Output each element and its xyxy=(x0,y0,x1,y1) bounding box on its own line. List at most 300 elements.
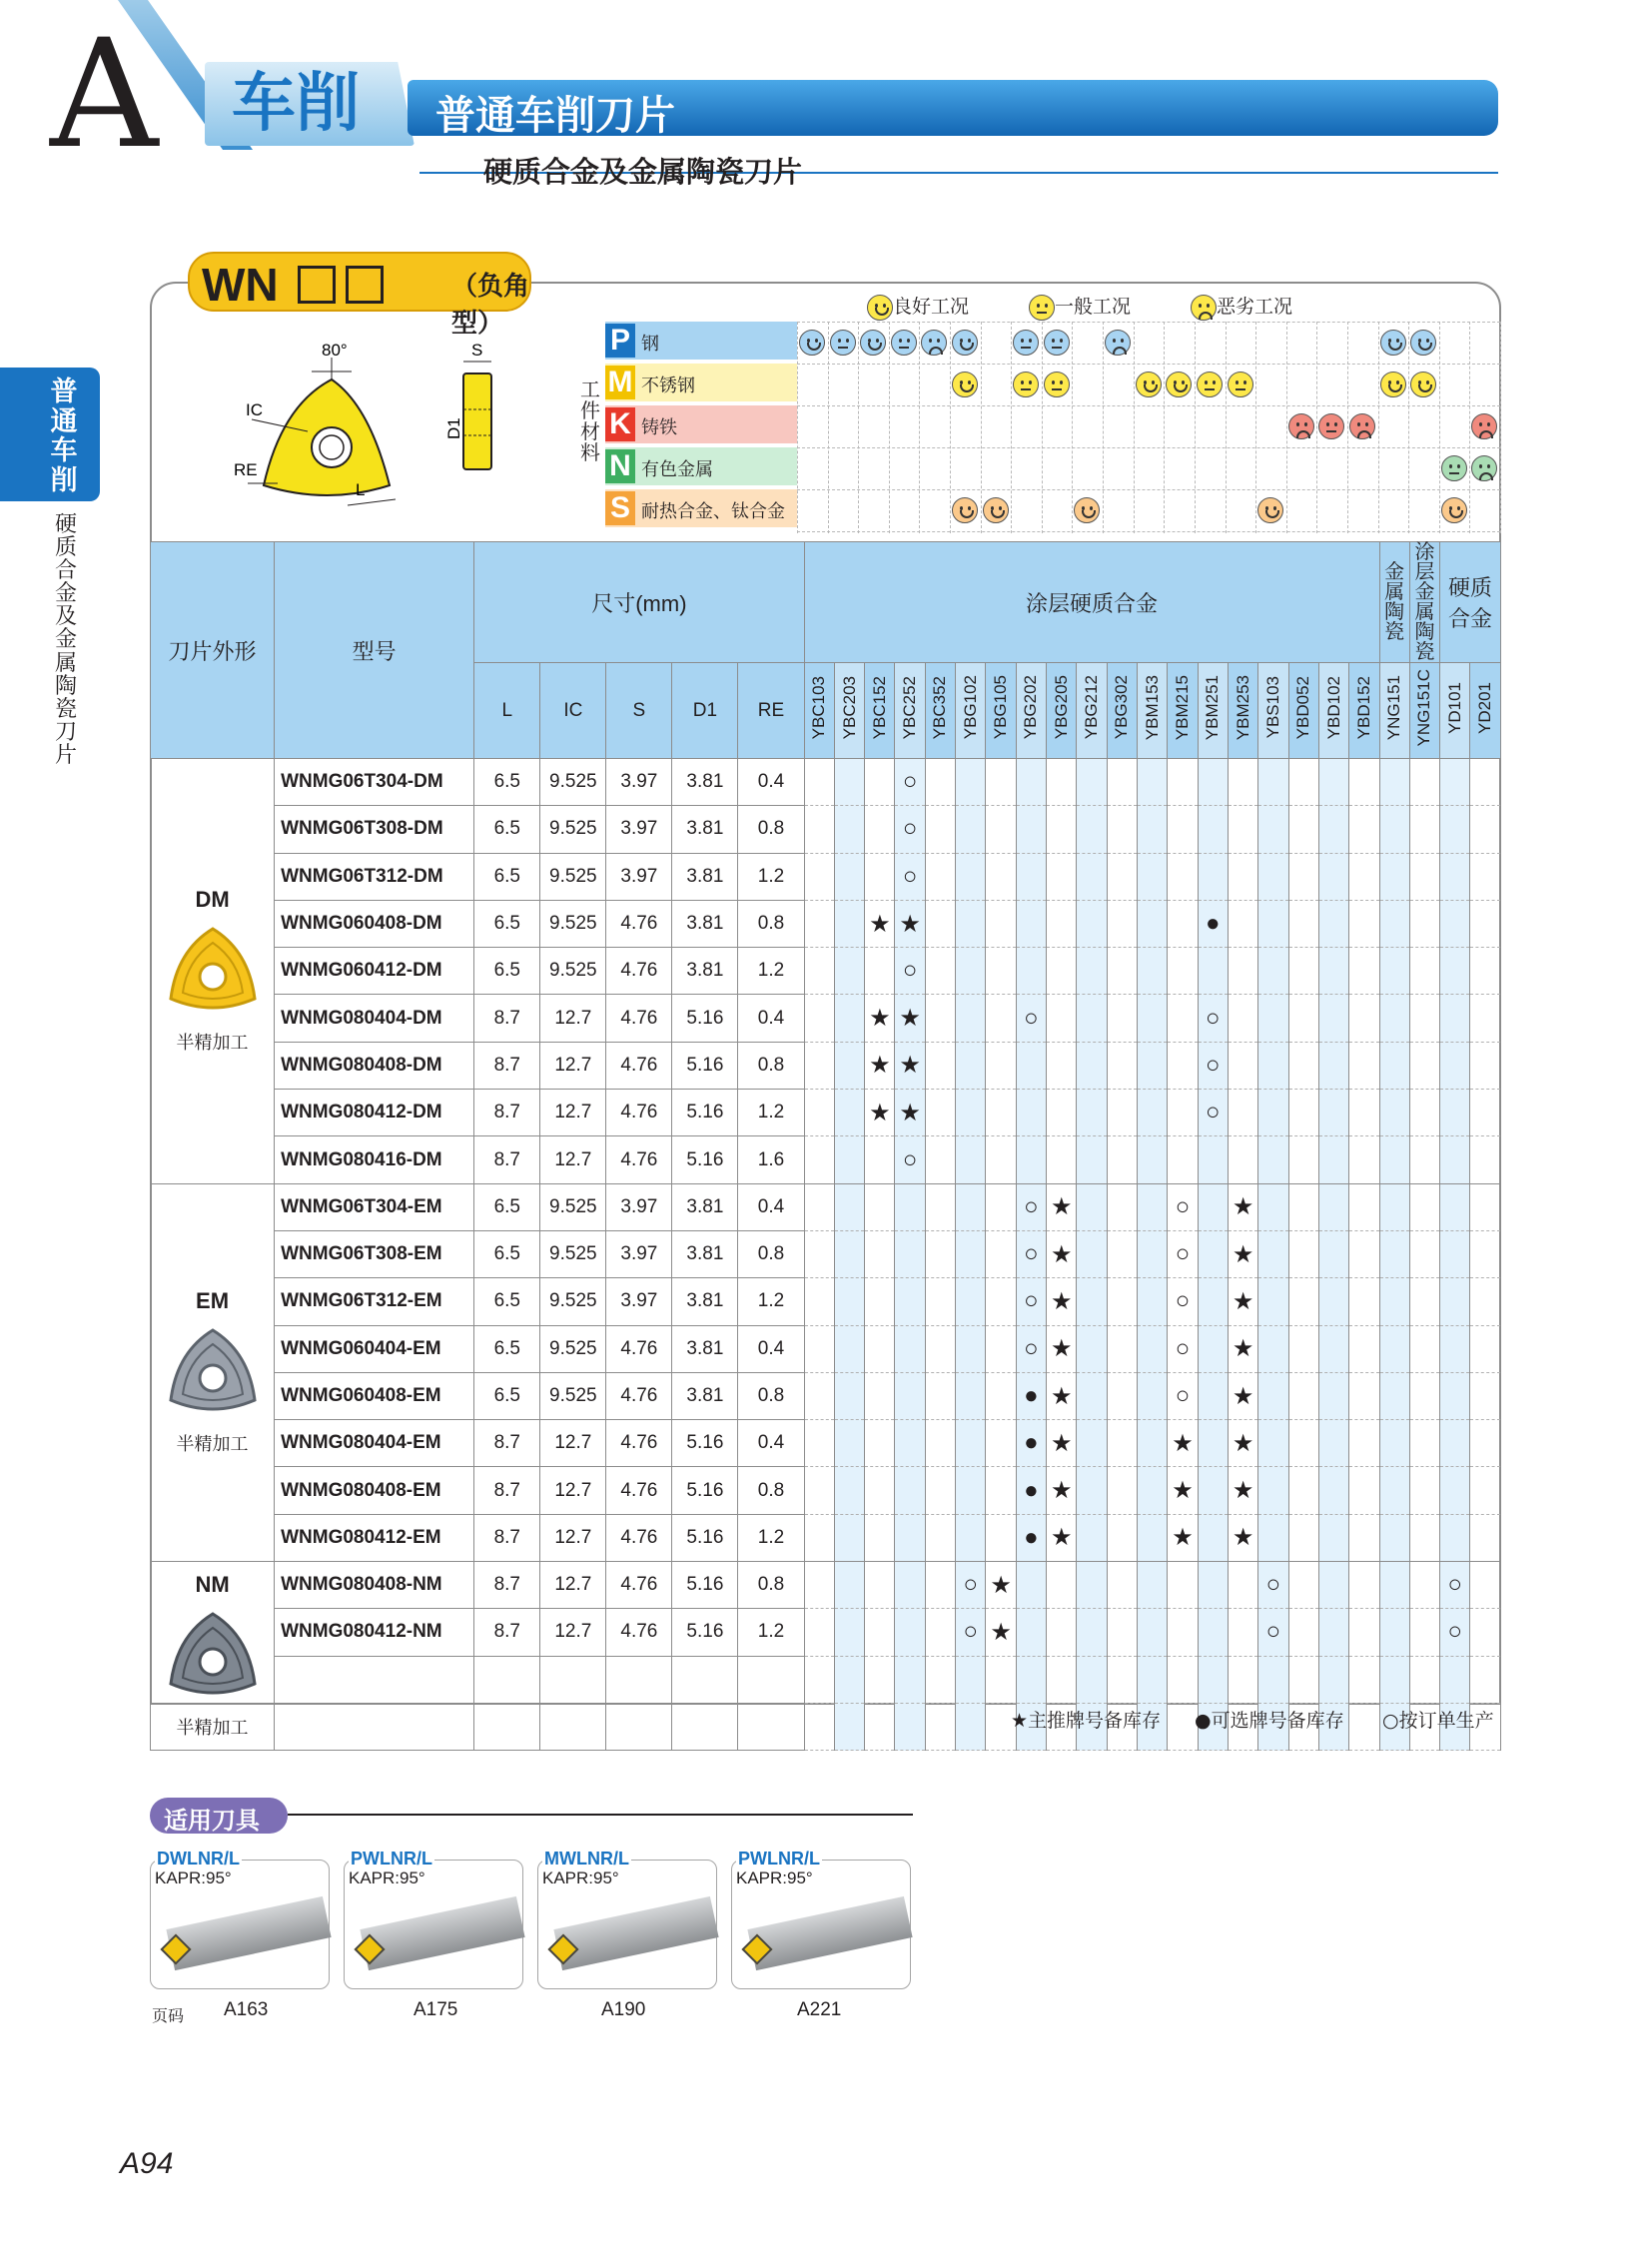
tool-kapr: KAPR:95° xyxy=(542,1868,619,1887)
grade-cell xyxy=(1228,759,1257,806)
grade-cell: ○ xyxy=(1258,1609,1288,1656)
grade-cell: ○ xyxy=(1440,1609,1470,1656)
grade-cell xyxy=(986,1278,1016,1325)
grade-cell xyxy=(1198,1562,1228,1609)
grade-cell: ○ xyxy=(1198,1042,1228,1089)
grade-cell xyxy=(895,1230,925,1277)
dim-cell: 5.16 xyxy=(672,1467,738,1514)
grade-cell xyxy=(1016,1562,1046,1609)
grade-cell xyxy=(865,853,895,900)
grade-cell xyxy=(1379,1609,1409,1656)
grade-cell xyxy=(1137,853,1167,900)
ic-label: IC xyxy=(246,400,263,419)
grade-cell xyxy=(1470,1278,1501,1325)
grade-cell xyxy=(804,1562,834,1609)
grade-cell xyxy=(1077,948,1107,995)
dim-cell: 4.76 xyxy=(606,1372,672,1419)
title-bar-text: 普通车削刀片 xyxy=(435,93,675,139)
grade-header-ybg212: YBG212 xyxy=(1077,663,1107,759)
grade-cell xyxy=(1440,1372,1470,1419)
grade-header-ybg205: YBG205 xyxy=(1047,663,1077,759)
grade-cell xyxy=(1047,1090,1077,1136)
grade-cell xyxy=(1288,853,1318,900)
dim-cell: 9.525 xyxy=(540,806,606,853)
grade-cell xyxy=(834,853,864,900)
insert-table xyxy=(150,541,1501,1751)
grade-cell xyxy=(986,1230,1016,1277)
grade-cell xyxy=(1318,1230,1348,1277)
legend-bad: 恶劣工况 xyxy=(1191,292,1292,321)
grade-cell xyxy=(1016,853,1046,900)
grade-cell xyxy=(1318,1090,1348,1136)
grade-cell xyxy=(834,1420,864,1467)
grade-cell xyxy=(1258,853,1288,900)
tool-page-ref[interactable]: A221 xyxy=(797,1999,842,2020)
dim-cell: 3.81 xyxy=(672,1278,738,1325)
grade-cell: ★ xyxy=(1047,1514,1077,1561)
grade-cell xyxy=(956,1656,986,1703)
dim-cell: 6.5 xyxy=(474,1325,540,1372)
model-cell: WNMG080408-NM xyxy=(275,1562,474,1609)
grade-cell xyxy=(986,995,1016,1042)
tool-card[interactable] xyxy=(150,1849,330,1989)
grade-cell xyxy=(1409,1136,1439,1183)
dim-cell: 8.7 xyxy=(474,995,540,1042)
material-name: 不锈钢 xyxy=(641,375,695,396)
grade-cell: ★ xyxy=(1228,1278,1257,1325)
footnote-star: ★主推牌号备库存 xyxy=(1011,1710,1162,1732)
grade-cell xyxy=(834,806,864,853)
grade-cell xyxy=(1107,1372,1137,1419)
table-row xyxy=(151,1514,1501,1561)
dim-cell: 0.4 xyxy=(738,995,804,1042)
model-cell: WNMG060404-EM xyxy=(275,1325,474,1372)
grade-cell xyxy=(834,1609,864,1656)
tool-page-ref[interactable]: A190 xyxy=(601,1999,646,2020)
table-row xyxy=(151,1467,1501,1514)
grade-cell xyxy=(986,1372,1016,1419)
grade-cell xyxy=(804,1467,834,1514)
grade-cell: ★ xyxy=(986,1609,1016,1656)
grade-cell: ★ xyxy=(865,1042,895,1089)
grade-cell xyxy=(986,759,1016,806)
insert-dm-icon xyxy=(163,921,263,1021)
table-row xyxy=(151,806,1501,853)
side-tab[interactable] xyxy=(0,368,100,501)
grade-cell: ★ xyxy=(1047,1183,1077,1230)
grade-cell xyxy=(1258,1325,1288,1372)
grade-cell xyxy=(1379,759,1409,806)
dim-cell: 1.2 xyxy=(738,948,804,995)
grade-cell xyxy=(804,948,834,995)
dim-cell: 8.7 xyxy=(474,1467,540,1514)
grade-cell xyxy=(1137,1183,1167,1230)
grade-cell: ○ xyxy=(1016,1325,1046,1372)
tool-page-ref[interactable]: A163 xyxy=(224,1999,269,2020)
dim-cell: 12.7 xyxy=(540,1420,606,1467)
grade-cell xyxy=(1288,1325,1318,1372)
footnote-dot: ●可选牌号备库存 xyxy=(1195,1710,1344,1732)
grade-cell xyxy=(1107,948,1137,995)
grade-cell xyxy=(804,1136,834,1183)
grade-cell xyxy=(1047,900,1077,947)
chipbreaker-name: EM xyxy=(196,1288,230,1314)
grade-cell xyxy=(956,1230,986,1277)
grade-cell xyxy=(1077,1420,1107,1467)
grade-cell xyxy=(956,1325,986,1372)
smile-icon xyxy=(867,295,893,321)
dim-cell: 0.8 xyxy=(738,806,804,853)
dim-cell: 3.81 xyxy=(672,1325,738,1372)
grade-cell xyxy=(1198,1230,1228,1277)
grade-cell xyxy=(1349,1230,1379,1277)
grade-cell xyxy=(1409,1325,1439,1372)
dim-cell: 6.5 xyxy=(474,853,540,900)
grade-cell xyxy=(1198,1372,1228,1419)
grade-cell xyxy=(1198,1420,1228,1467)
grade-cell xyxy=(925,1136,955,1183)
dim-cell: 1.2 xyxy=(738,1609,804,1656)
shape-cell-em xyxy=(151,1183,275,1561)
carbide-header: 硬质合金 xyxy=(1440,542,1501,663)
grade-cell xyxy=(1349,900,1379,947)
grade-cell xyxy=(834,900,864,947)
grade-cell xyxy=(956,1514,986,1561)
neutral-face-icon xyxy=(1197,372,1223,397)
grade-cell xyxy=(1440,995,1470,1042)
grade-cell xyxy=(1198,1609,1228,1656)
tool-card[interactable] xyxy=(344,1849,523,1989)
dim-cell: 4.76 xyxy=(606,900,672,947)
tool-name: DWLNR/L xyxy=(157,1849,240,1868)
grade-cell xyxy=(1077,995,1107,1042)
dim-cell xyxy=(540,1703,606,1750)
tool-card[interactable] xyxy=(537,1849,717,1989)
grade-cell xyxy=(1288,1042,1318,1089)
grade-cell xyxy=(834,1230,864,1277)
grade-cell xyxy=(1349,1420,1379,1467)
wn-type: （负角型） xyxy=(451,272,530,339)
grade-cell: ○ xyxy=(895,853,925,900)
grade-cell: ★ xyxy=(1047,1325,1077,1372)
sad-face-icon xyxy=(921,330,947,356)
grade-cell: ● xyxy=(1016,1514,1046,1561)
smile-icon xyxy=(1380,330,1406,356)
insert-nm-icon xyxy=(163,1606,263,1706)
tool-holder-icon xyxy=(747,1896,912,1970)
grade-cell xyxy=(834,1042,864,1089)
dim-cell: 9.525 xyxy=(540,759,606,806)
grade-cell xyxy=(956,806,986,853)
grade-cell xyxy=(1409,1090,1439,1136)
grade-cell xyxy=(895,1562,925,1609)
tool-kapr: KAPR:95° xyxy=(736,1868,813,1887)
dim-cell: 12.7 xyxy=(540,1136,606,1183)
grade-header-ybc152: YBC152 xyxy=(865,663,895,759)
grade-cell xyxy=(1440,1325,1470,1372)
grade-cell xyxy=(1379,1467,1409,1514)
dim-cell: 3.97 xyxy=(606,806,672,853)
grade-cell xyxy=(1137,1609,1167,1656)
section-letter: A xyxy=(50,8,159,182)
grade-cell xyxy=(1228,948,1257,995)
dim-cell: 5.16 xyxy=(672,1609,738,1656)
sad-face-icon xyxy=(1288,413,1314,439)
grade-cell xyxy=(804,1420,834,1467)
grade-cell xyxy=(1409,1230,1439,1277)
dim-cell: 12.7 xyxy=(540,1609,606,1656)
grade-cell xyxy=(834,1136,864,1183)
tool-name: MWLNR/L xyxy=(544,1849,629,1868)
grade-cell xyxy=(1440,948,1470,995)
grade-cell xyxy=(1470,1325,1501,1372)
section-title: 车削 xyxy=(232,67,360,141)
grade-cell xyxy=(1077,1609,1107,1656)
grade-cell xyxy=(1077,1514,1107,1561)
model-cell: WNMG080412-EM xyxy=(275,1514,474,1561)
model-cell xyxy=(275,1703,474,1750)
tool-page-ref[interactable]: A175 xyxy=(413,1999,458,2020)
grade-cell xyxy=(1318,806,1348,853)
dim-cell: 6.5 xyxy=(474,806,540,853)
grade-cell: ★ xyxy=(895,1090,925,1136)
grade-cell xyxy=(1016,1609,1046,1656)
dim-cell: 9.525 xyxy=(540,853,606,900)
dim-cell: 8.7 xyxy=(474,1562,540,1609)
material-letter: N xyxy=(605,449,635,483)
grade-cell xyxy=(1288,806,1318,853)
material-row-m xyxy=(605,364,797,401)
col-shape-header: 刀片外形 xyxy=(151,542,275,759)
grade-cell xyxy=(1470,853,1501,900)
grade-cell xyxy=(956,995,986,1042)
grade-cell xyxy=(1349,1703,1379,1750)
dim-cell: 0.4 xyxy=(738,1325,804,1372)
grade-cell xyxy=(1288,1278,1318,1325)
grade-cell: ★ xyxy=(895,1042,925,1089)
dim-cell: 9.525 xyxy=(540,948,606,995)
grade-cell xyxy=(1470,1183,1501,1230)
grade-cell xyxy=(1137,1136,1167,1183)
grade-cell xyxy=(1107,759,1137,806)
dim-cell: 0.8 xyxy=(738,1042,804,1089)
grade-cell xyxy=(1107,1042,1137,1089)
grade-cell xyxy=(1318,1183,1348,1230)
grade-cell xyxy=(925,1703,955,1750)
dim-cell: 8.7 xyxy=(474,1609,540,1656)
d1-label: D1 xyxy=(444,417,463,439)
dim-col-re: RE xyxy=(738,663,804,759)
grade-cell xyxy=(895,1609,925,1656)
dim-cell xyxy=(738,1656,804,1703)
coated-cermet-header: 涂层金属陶瓷 xyxy=(1409,542,1439,663)
tool-kapr: KAPR:95° xyxy=(349,1868,425,1887)
grade-cell xyxy=(956,1703,986,1750)
grade-cell xyxy=(1137,806,1167,853)
grade-cell xyxy=(1228,1656,1257,1703)
grade-cell xyxy=(1409,948,1439,995)
model-cell: WNMG06T312-DM xyxy=(275,853,474,900)
subtitle: 硬质合金及金属陶瓷刀片 xyxy=(483,155,803,189)
grade-cell xyxy=(865,1230,895,1277)
grade-cell xyxy=(1349,1136,1379,1183)
dim-cell: 5.16 xyxy=(672,1562,738,1609)
grade-cell xyxy=(1137,1325,1167,1372)
shape-cell-nm xyxy=(151,1562,275,1751)
grade-cell xyxy=(834,1183,864,1230)
grade-cell xyxy=(1258,1656,1288,1703)
grade-cell xyxy=(1228,1090,1257,1136)
grade-cell xyxy=(895,1278,925,1325)
tool-kapr: KAPR:95° xyxy=(155,1868,232,1887)
grade-cell xyxy=(1379,1183,1409,1230)
table-row xyxy=(151,948,1501,995)
grade-cell xyxy=(1228,806,1257,853)
grade-cell xyxy=(1047,1656,1077,1703)
grade-cell xyxy=(1440,900,1470,947)
grade-cell: ○ xyxy=(895,759,925,806)
grade-cell xyxy=(1198,1278,1228,1325)
dim-cell: 3.81 xyxy=(672,853,738,900)
grade-cell: ★ xyxy=(1168,1467,1198,1514)
model-cell: WNMG06T308-DM xyxy=(275,806,474,853)
grade-cell xyxy=(804,1703,834,1750)
material-name: 耐热合金、钛合金 xyxy=(641,501,785,522)
grade-cell xyxy=(1379,948,1409,995)
grade-cell xyxy=(1409,995,1439,1042)
grade-cell: ○ xyxy=(895,806,925,853)
grade-cell xyxy=(1168,1703,1198,1750)
grade-cell xyxy=(1349,1656,1379,1703)
grade-cell xyxy=(1379,1230,1409,1277)
grade-cell xyxy=(1047,948,1077,995)
grade-cell xyxy=(1198,1514,1228,1561)
grade-cell: ★ xyxy=(1047,1467,1077,1514)
dim-cell: 9.525 xyxy=(540,1325,606,1372)
grade-cell xyxy=(804,853,834,900)
grade-cell xyxy=(804,806,834,853)
grade-cell xyxy=(1379,1136,1409,1183)
grade-cell xyxy=(1318,995,1348,1042)
insert-diagram xyxy=(220,336,519,515)
grade-cell: ★ xyxy=(1047,1372,1077,1419)
table-row xyxy=(151,995,1501,1042)
grade-cell xyxy=(925,1420,955,1467)
re-label: RE xyxy=(234,460,258,479)
dim-cell: 5.16 xyxy=(672,1136,738,1183)
grade-cell: ★ xyxy=(986,1562,1016,1609)
tool-holder-icon xyxy=(360,1896,524,1970)
grade-cell xyxy=(1409,853,1439,900)
grade-cell xyxy=(956,759,986,806)
material-row-n xyxy=(605,447,797,485)
grade-cell xyxy=(925,1562,955,1609)
grade-cell xyxy=(1077,1090,1107,1136)
dim-col-ic: IC xyxy=(540,663,606,759)
grade-cell xyxy=(834,1372,864,1419)
model-cell: WNMG080408-DM xyxy=(275,1042,474,1089)
material-name: 铸铁 xyxy=(641,417,677,438)
grade-cell xyxy=(1077,759,1107,806)
smile-icon xyxy=(983,497,1009,523)
grade-cell xyxy=(1137,1042,1167,1089)
neutral-face-icon xyxy=(1441,455,1467,481)
grade-header-yd201: YD201 xyxy=(1470,663,1501,759)
dim-cell xyxy=(606,1656,672,1703)
grade-cell xyxy=(1288,1230,1318,1277)
neutral-face-icon xyxy=(1044,330,1070,356)
grade-cell xyxy=(1409,759,1439,806)
grade-cell xyxy=(1318,1656,1348,1703)
grade-cell xyxy=(1409,1420,1439,1467)
dim-cell: 0.8 xyxy=(738,1562,804,1609)
tool-card[interactable] xyxy=(731,1849,911,1989)
grade-cell xyxy=(1349,1562,1379,1609)
dim-cell: 6.5 xyxy=(474,900,540,947)
neutral-face-icon xyxy=(1013,372,1039,397)
grade-cell xyxy=(804,1230,834,1277)
grade-cell xyxy=(1258,1183,1288,1230)
grade-cell xyxy=(1047,1562,1077,1609)
machining-type: 半精加工 xyxy=(176,1033,249,1054)
grade-cell xyxy=(986,1656,1016,1703)
dim-cell: 4.76 xyxy=(606,1609,672,1656)
grade-cell xyxy=(895,1467,925,1514)
grade-cell xyxy=(986,900,1016,947)
grade-header-yng151: YNG151 xyxy=(1379,663,1409,759)
grade-cell xyxy=(1318,1562,1348,1609)
table-row xyxy=(151,1090,1501,1136)
grade-cell xyxy=(1288,1609,1318,1656)
grade-cell xyxy=(1228,1562,1257,1609)
grade-cell xyxy=(1318,1372,1348,1419)
dim-cell: 0.8 xyxy=(738,900,804,947)
grade-cell xyxy=(925,853,955,900)
grade-cell xyxy=(1379,1562,1409,1609)
placeholder-box-icon xyxy=(346,266,384,304)
grade-cell xyxy=(1077,1042,1107,1089)
grade-cell xyxy=(1288,1420,1318,1467)
dim-cell: 5.16 xyxy=(672,995,738,1042)
grade-cell xyxy=(1349,948,1379,995)
grade-cell xyxy=(1470,1609,1501,1656)
smile-icon xyxy=(1074,497,1100,523)
grade-cell xyxy=(925,1609,955,1656)
grade-cell xyxy=(925,759,955,806)
grade-cell xyxy=(1258,1467,1288,1514)
grade-cell xyxy=(1107,1136,1137,1183)
grade-cell xyxy=(1047,853,1077,900)
grade-cell xyxy=(1168,948,1198,995)
dim-cell: 0.4 xyxy=(738,1183,804,1230)
grade-cell xyxy=(804,1278,834,1325)
grade-header-yd101: YD101 xyxy=(1440,663,1470,759)
grade-cell xyxy=(1349,1325,1379,1372)
dim-cell: 3.97 xyxy=(606,1230,672,1277)
grade-cell: ○ xyxy=(1168,1372,1198,1419)
grade-cell: ○ xyxy=(895,1136,925,1183)
smile-icon xyxy=(952,497,978,523)
title-bar xyxy=(408,80,1498,139)
table-row xyxy=(151,1656,1501,1703)
grade-cell xyxy=(1349,1278,1379,1325)
dim-cell: 5.16 xyxy=(672,1090,738,1136)
grade-cell xyxy=(1258,1136,1288,1183)
grade-cell xyxy=(1440,1467,1470,1514)
grade-cell: ★ xyxy=(1168,1420,1198,1467)
tool-holder-icon xyxy=(166,1896,331,1970)
dim-cell: 0.8 xyxy=(738,1230,804,1277)
